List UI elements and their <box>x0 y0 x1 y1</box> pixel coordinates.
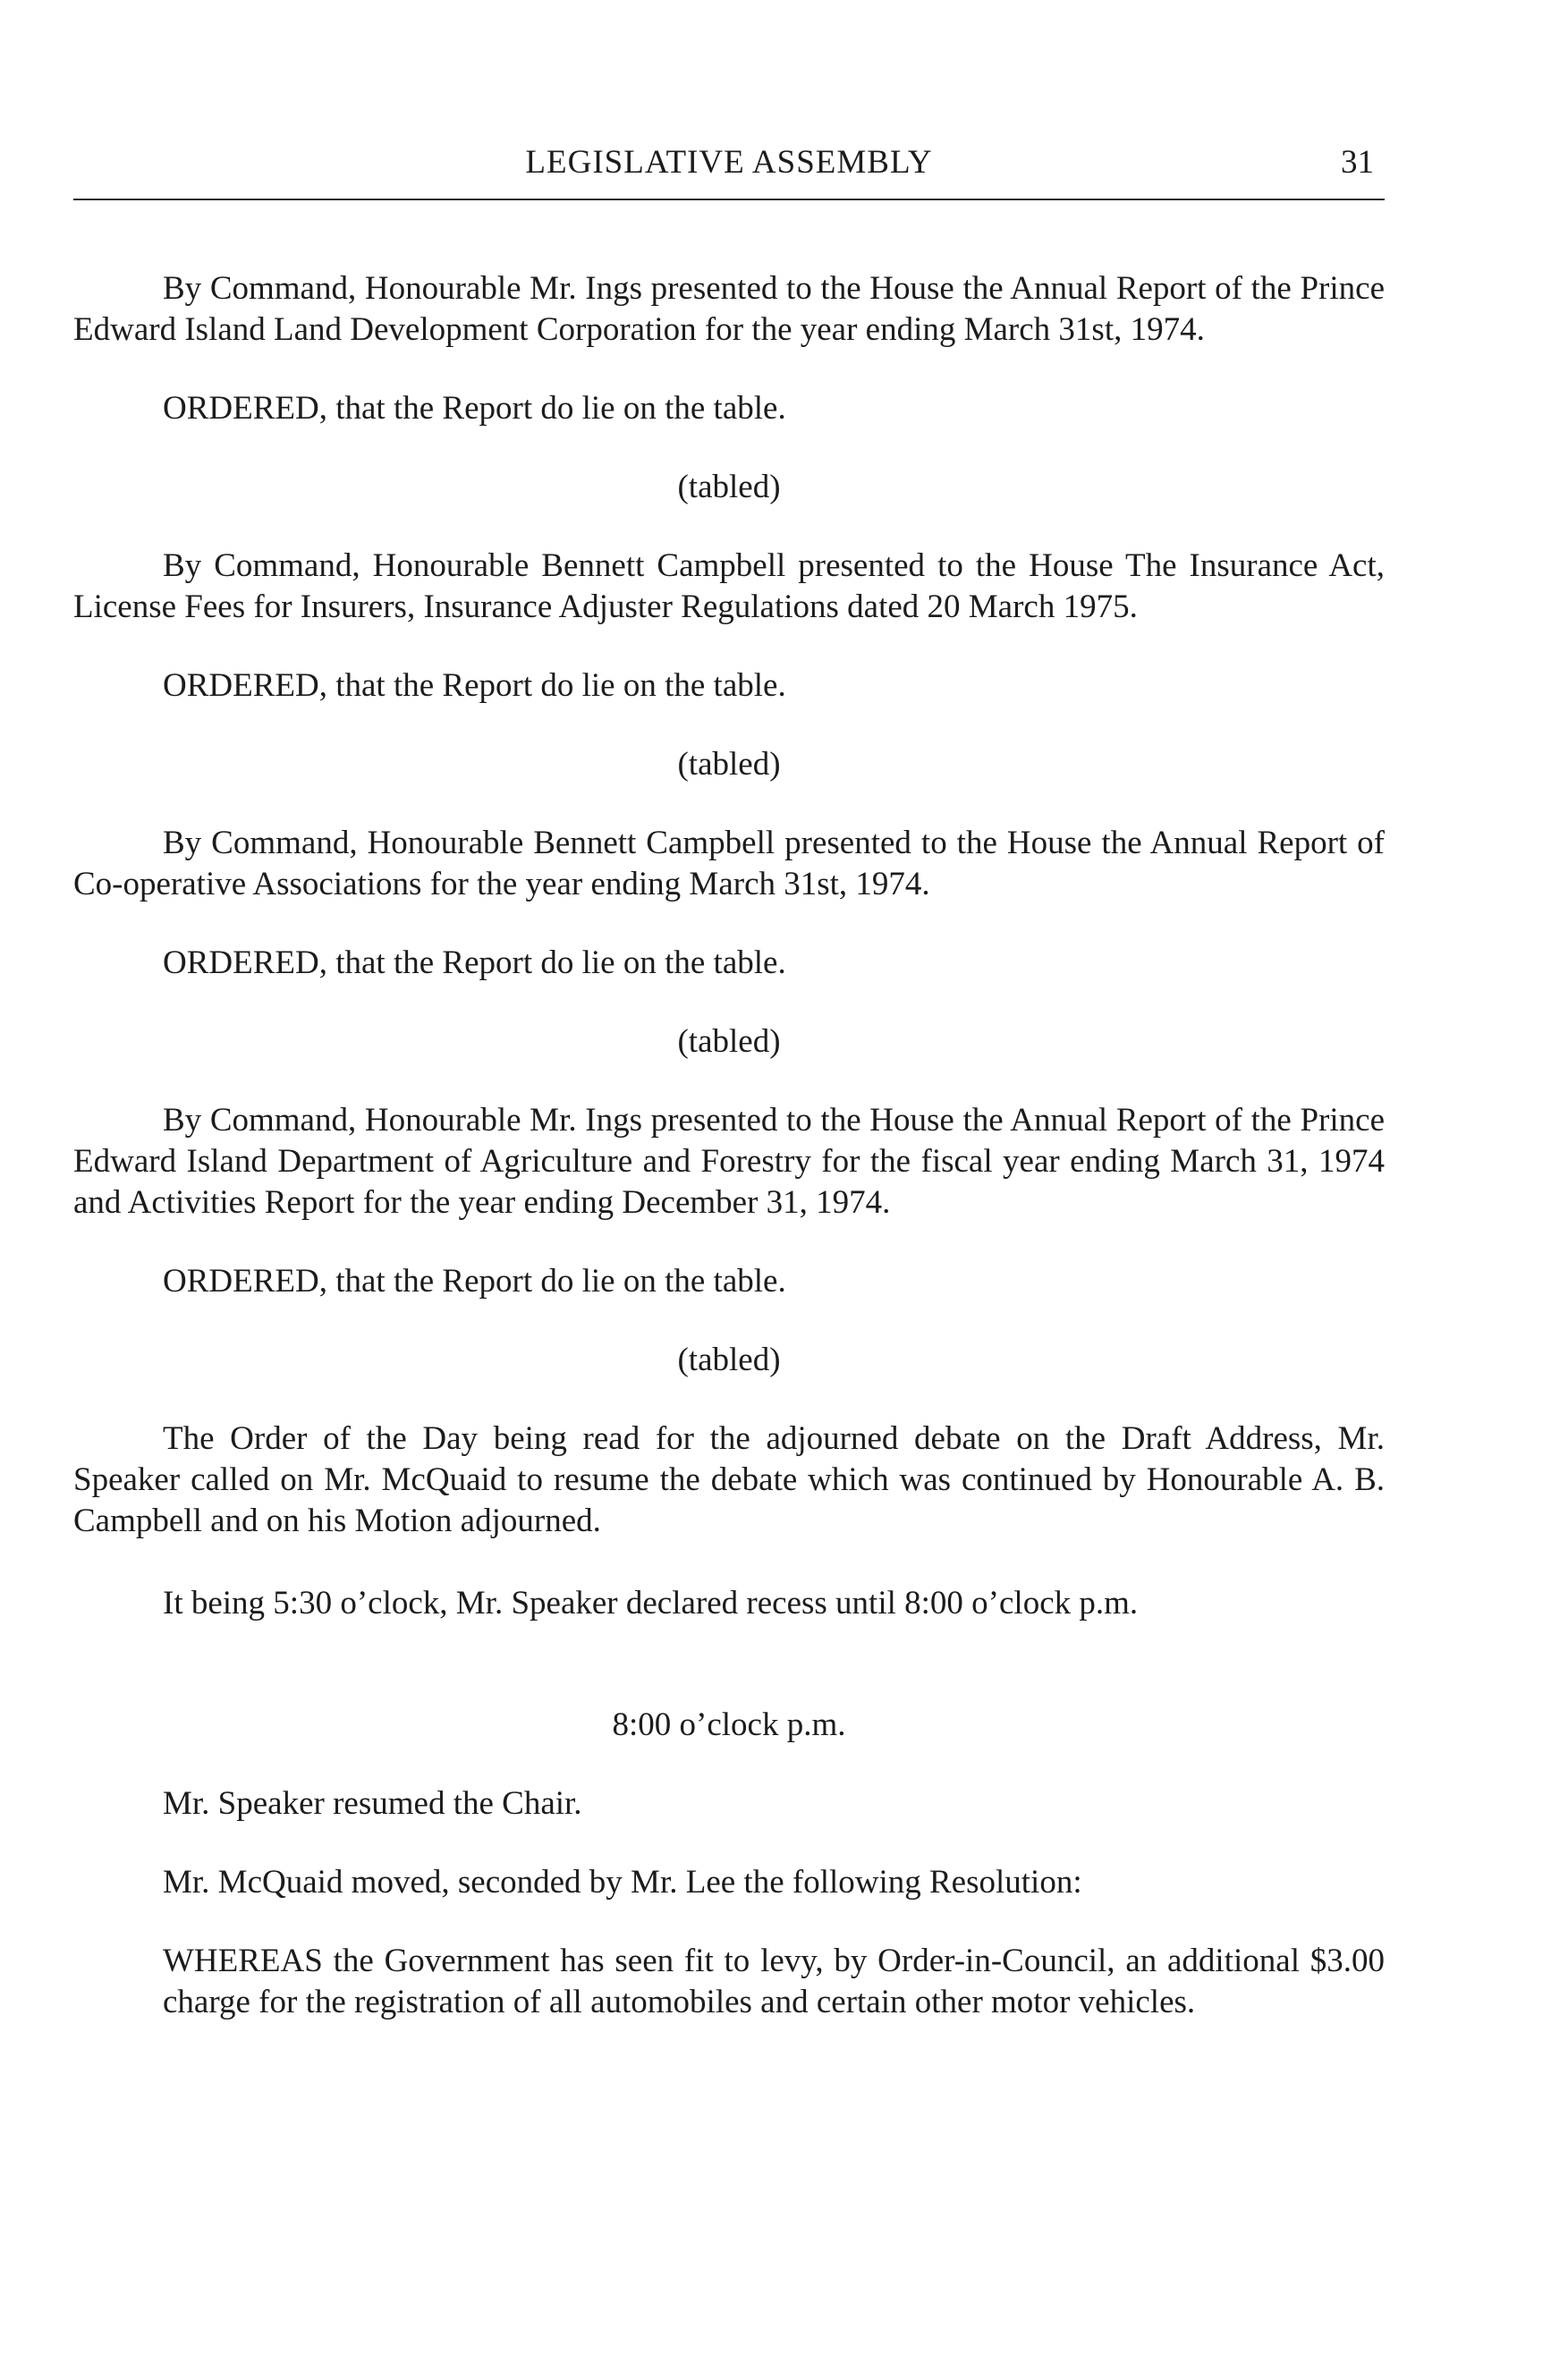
paragraph-insurance-act: By Command, Honourable Bennett Campbell presented to the House The Insurance Act, License Fees for Insurers, Insurance Adjuster Regulations dated 20 March 1975. <box>73 547 1385 625</box>
tabled-note: (tabled) <box>677 746 781 783</box>
paragraph-order-of-the-day: The Order of the Day being read for the adjourned debate on the Draft Address, Mr. Speaker called on Mr. McQuaid to resume the debate which was continued by Honourable A. B. Campbell and on his Motion adjourned. <box>73 1420 1385 1539</box>
running-header-title: LEGISLATIVE ASSEMBLY <box>525 144 933 181</box>
order-line: ORDERED, that the Report do lie on the table. <box>163 944 786 981</box>
time-heading: 8:00 o’clock p.m. <box>612 1706 846 1743</box>
paragraph-cooperative-associations-report: By Command, Honourable Bennett Campbell presented to the House the Annual Report of Co-operative Associations for the year ending March 31st, 1974. <box>73 825 1385 902</box>
order-line: ORDERED, that the Report do lie on the table. <box>163 390 786 427</box>
header-rule <box>73 199 1385 200</box>
paragraph-motion: Mr. McQuaid moved, seconded by Mr. Lee the following Resolution: <box>163 1864 1082 1901</box>
page-number: 31 <box>1341 144 1374 181</box>
order-line: ORDERED, that the Report do lie on the table. <box>163 1263 786 1300</box>
page-header <box>72 143 1386 193</box>
order-line: ORDERED, that the Report do lie on the table. <box>163 667 786 704</box>
paragraph-land-development-report: By Command, Honourable Mr. Ings presented to the House the Annual Report of the Prince Edward Island Land Development Corporation for the year ending March 31st, 1974. <box>73 270 1385 348</box>
paragraph-speaker-resumed: Mr. Speaker resumed the Chair. <box>163 1785 582 1822</box>
paragraph-whereas-resolution: WHEREAS the Government has seen fit to levy, by Order-in-Council, an additional $3.00 charge for the registration of all automobiles and certain other motor vehicles. <box>163 1943 1385 2020</box>
tabled-note: (tabled) <box>677 1023 781 1060</box>
tabled-note: (tabled) <box>677 1342 781 1378</box>
page-body <box>73 268 1385 2023</box>
paragraph-agriculture-forestry-report: By Command, Honourable Mr. Ings presented to the House the Annual Report of the Prince Edward Island Department of Agriculture and Forestry for the fiscal year ending March 31, 1974 and Activities Report for the year ending December 31, 1974. <box>73 1102 1385 1221</box>
paragraph-recess: It being 5:30 o’clock, Mr. Speaker declared recess until 8:00 o’clock p.m. <box>163 1585 1139 1622</box>
tabled-note: (tabled) <box>677 469 781 505</box>
